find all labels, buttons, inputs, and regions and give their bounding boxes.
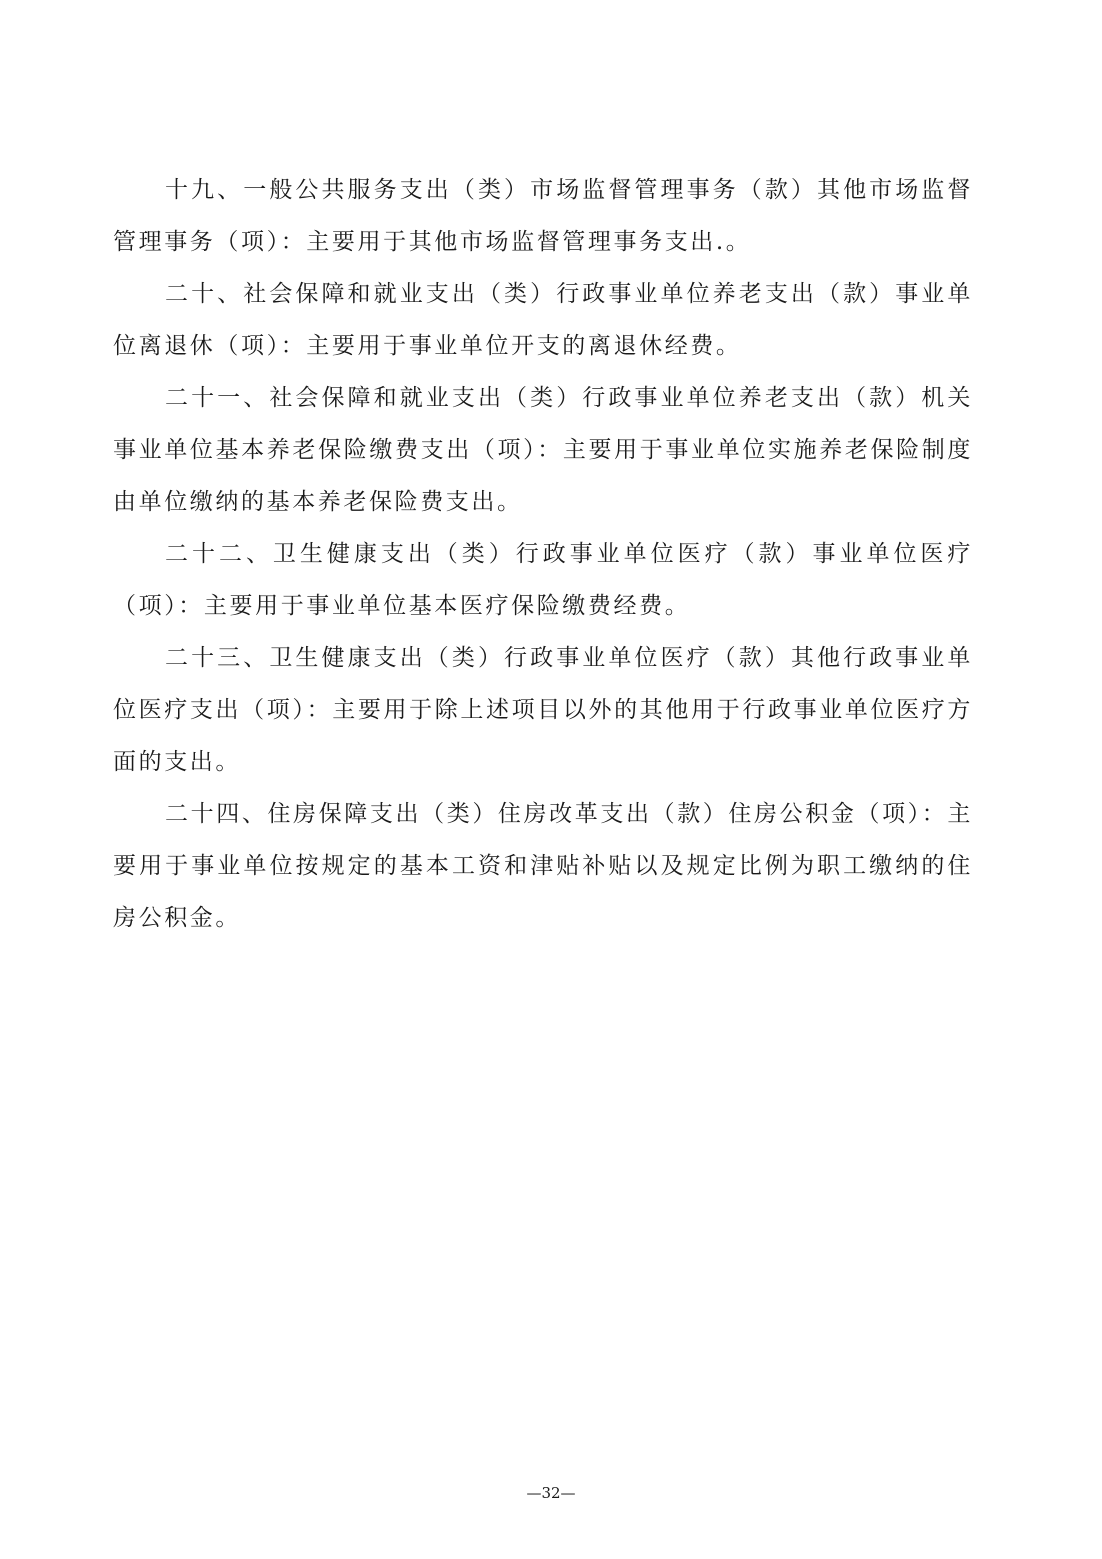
paragraph-item-19: 十九、一般公共服务支出（类）市场监督管理事务（款）其他市场监督管理事务（项）：主要用于其他市场监督管理事务支出.。: [113, 177, 973, 255]
paragraph-item-24: 二十四、住房保障支出（类）住房改革支出（款）住房公积金（项）：主要用于事业单位按规定的基本工资和津贴补贴以及规定比例为职工缴纳的住房公积金。: [113, 801, 973, 931]
paragraph-item-21: 二十一、社会保障和就业支出（类）行政事业单位养老支出（款）机关事业单位基本养老保险缴费支出（项）：主要用于事业单位实施养老保险制度由单位缴纳的基本养老保险费支出。: [113, 385, 973, 515]
paragraph-item-22: 二十二、卫生健康支出（类）行政事业单位医疗（款）事业单位医疗（项）：主要用于事业单位基本医疗保险缴费经费。: [113, 541, 973, 619]
page-number: —32—: [526, 1484, 576, 1502]
paragraph-item-20: 二十、社会保障和就业支出（类）行政事业单位养老支出（款）事业单位离退休（项）：主要用于事业单位开支的离退休经费。: [113, 281, 973, 359]
document-body: [113, 164, 973, 944]
paragraph-item-23: 二十三、卫生健康支出（类）行政事业单位医疗（款）其他行政事业单位医疗支出（项）：主要用于除上述项目以外的其他用于行政事业单位医疗方面的支出。: [113, 645, 973, 775]
